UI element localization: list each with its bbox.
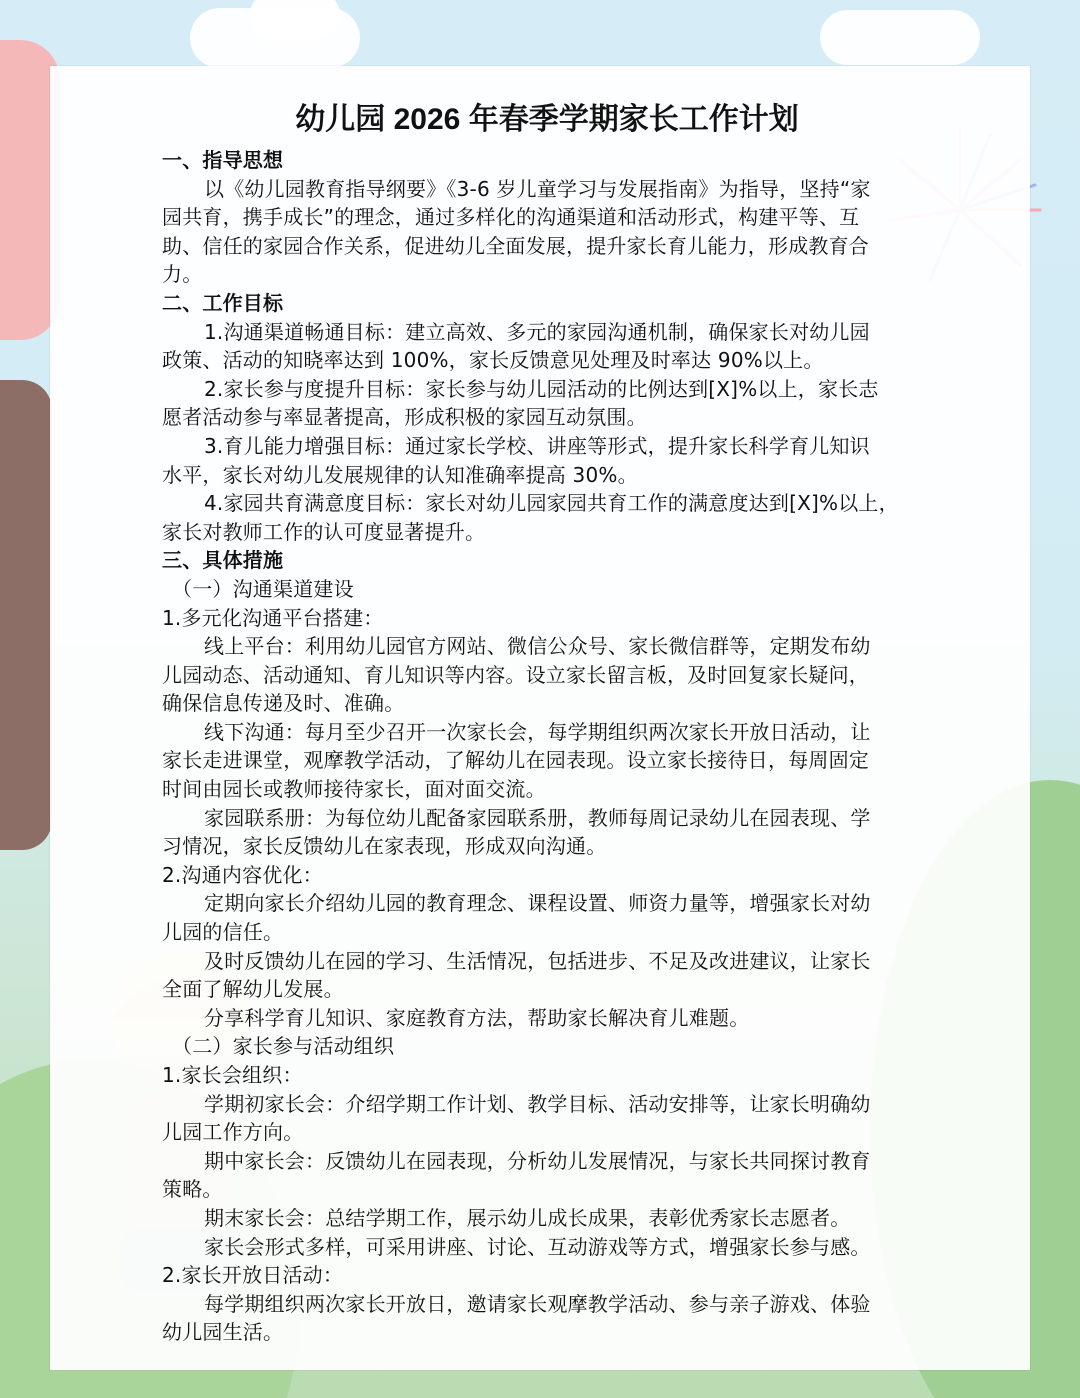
paragraph-line-indented: 分享科学育儿知识、家庭教育方法，帮助家长解决育儿难题。 [204, 1005, 750, 1030]
document-body [162, 96, 932, 1347]
section-heading: 二、工作目标 [162, 290, 284, 315]
paragraph-line: 策略。 [162, 1177, 223, 1202]
paragraph-line: 1.多元化沟通平台搭建： [162, 605, 384, 630]
paragraph-line: 时间由园长或教师接待家长，面对面交流。 [162, 777, 546, 802]
document-title: 幼儿园 2026 年春季学期家长工作计划 [295, 103, 799, 136]
paragraph-line-indented: 4.家园共育满意度目标：家长对幼儿园家园共育工作的满意度达到[X]%以上， [204, 491, 899, 516]
paragraph-line-indented: 3.育儿能力增强目标：通过家长学校、讲座等形式，提升家长科学育儿知识 [204, 433, 870, 458]
document-lines [162, 146, 932, 1347]
tree-trunk-shape [0, 380, 52, 850]
cloud-top-left-small [250, 0, 340, 40]
paragraph-line: 力。 [162, 262, 203, 287]
subsection-heading: （一）沟通渠道建设 [172, 576, 354, 601]
paragraph-line-indented: 家长会形式多样，可采用讲座、讨论、互动游戏等方式，增强家长参与感。 [204, 1234, 871, 1259]
subsection-heading: （二）家长参与活动组织 [172, 1034, 395, 1059]
paragraph-line: 2.沟通内容优化： [162, 862, 323, 887]
paragraph-line: 助、信任的家园合作关系，促进幼儿全面发展，提升家长育儿能力，形成教育合 [162, 233, 869, 258]
paragraph-line: 愿者活动参与率显著提高，形成积极的家园互动氛围。 [162, 405, 647, 430]
paragraph-line: 儿园动态、活动通知、育儿知识等内容。设立家长留言板，及时回复家长疑问， [162, 662, 869, 687]
paragraph-line: 园共育，携手成长”的理念，通过多样化的沟通渠道和活动形式，构建平等、互 [162, 205, 860, 230]
paragraph-line-indented: 期末家长会：总结学期工作，展示幼儿成长成果，表彰优秀家长志愿者。 [204, 1205, 851, 1230]
paragraph-line-indented: 定期向家长介绍幼儿园的教育理念、课程设置、师资力量等，增强家长对幼 [204, 891, 871, 916]
paragraph-line-indented: 每学期组织两次家长开放日，邀请家长观摩教学活动、参与亲子游戏、体验 [204, 1291, 871, 1316]
paragraph-line: 家长对教师工作的认可度显著提升。 [162, 519, 486, 544]
cloud-top-right [820, 10, 980, 65]
paragraph-line-indented: 1.沟通渠道畅通目标：建立高效、多元的家园沟通机制，确保家长对幼儿园 [204, 319, 870, 344]
section-heading: 一、指导思想 [162, 148, 284, 172]
paragraph-line: 水平，家长对幼儿发展规律的认知准确率提高 30%。 [162, 462, 638, 487]
paragraph-line-indented: 学期初家长会：介绍学期工作计划、教学目标、活动安排等，让家长明确幼 [204, 1091, 871, 1116]
paragraph-line: 家长走进课堂，观摩教学活动，了解幼儿在园表现。设立家长接待日，每周固定 [162, 748, 869, 773]
section-heading: 三、具体措施 [162, 548, 284, 573]
paragraph-line: 幼儿园生活。 [162, 1320, 284, 1345]
paragraph-line: 确保信息传递及时、准确。 [162, 691, 405, 716]
paragraph-line: 1.家长会组织： [162, 1063, 303, 1087]
paragraph-line-indented: 以《幼儿园教育指导纲要》《3-6 岁儿童学习与发展指南》为指导，坚持“家 [204, 176, 871, 201]
paragraph-line: 2.家长开放日活动： [162, 1263, 344, 1288]
paragraph-line-indented: 2.家长参与度提升目标：家长参与幼儿园活动的比例达到[X]%以上，家长志 [204, 376, 879, 401]
paragraph-line: 习情况，家长反馈幼儿在家表现，形成双向沟通。 [162, 834, 607, 859]
paragraph-line: 儿园工作方向。 [162, 1120, 304, 1145]
paragraph-line-indented: 家园联系册：为每位幼儿配备家园联系册，教师每周记录幼儿在园表现、学 [204, 805, 871, 830]
paragraph-line: 政策、活动的知晓率达到 100%，家长反馈意见处理及时率达 90%以上。 [162, 348, 824, 373]
paragraph-line: 全面了解幼儿发展。 [162, 977, 344, 1002]
paragraph-line-indented: 线下沟通：每月至少召开一次家长会，每学期组织两次家长开放日活动，让 [204, 719, 871, 744]
paragraph-line-indented: 线上平台：利用幼儿园官方网站、微信公众号、家长微信群等，定期发布幼 [204, 634, 871, 659]
paragraph-line-indented: 及时反馈幼儿在园的学习、生活情况，包括进步、不足及改进建议，让家长 [204, 948, 871, 973]
paragraph-line: 儿园的信任。 [162, 920, 284, 945]
paragraph-line-indented: 期中家长会：反馈幼儿在园表现，分析幼儿发展情况，与家长共同探讨教育 [204, 1148, 871, 1173]
